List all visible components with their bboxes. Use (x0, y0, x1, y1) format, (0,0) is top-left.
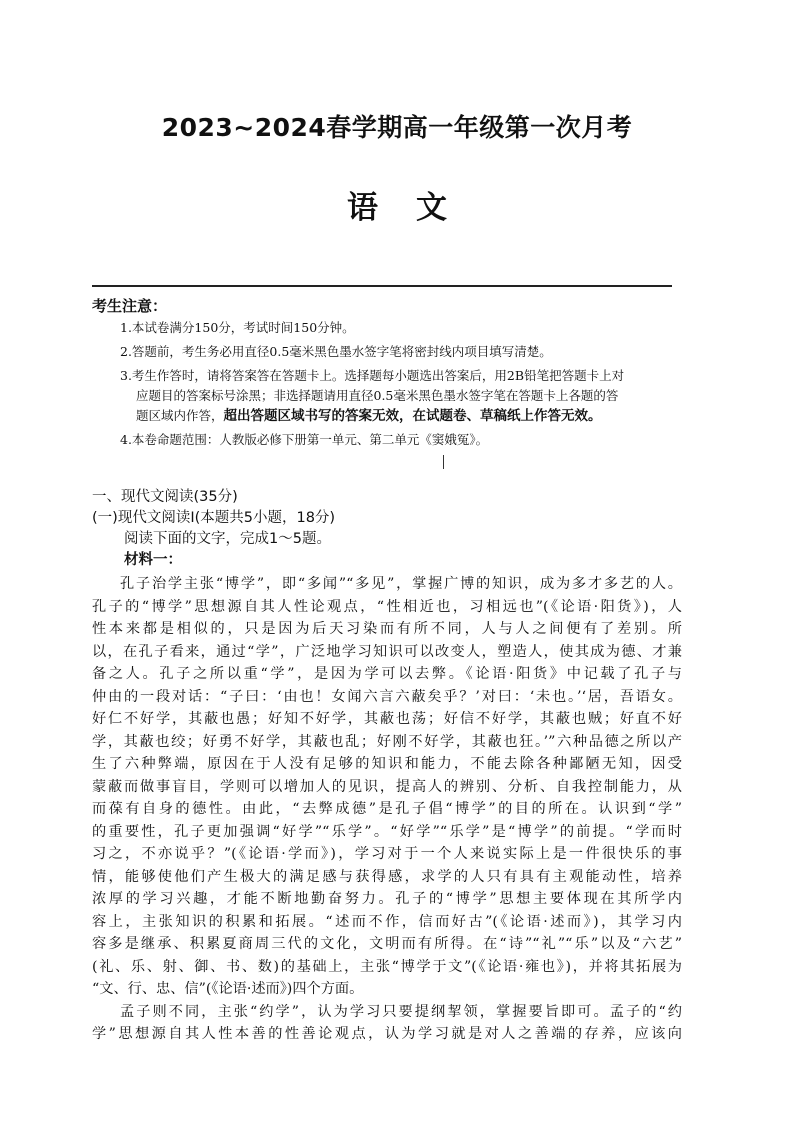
exam-title: 2023~2024春学期高一年级第一次月考 (161, 113, 633, 142)
material-label: 材料一： (124, 552, 182, 568)
text-line: 孟子则不同，主张“约学”，认为学习只要提纲挈领，掌握要旨即可。孟子的“约 (120, 1003, 682, 1020)
text-line: 仲由的一段对话：“子曰：‘由也！女闻六言六蔽矣乎？’对曰：‘未也。’‘居，吾语女。 (92, 688, 682, 705)
notice-item-4: 4.本卷命题范围：人教版必修下册第一单元、第二单元《窦娥冤》。 (120, 432, 489, 447)
text-line: 孔子的“博学”思想源自其人性论观点，“性相近也，习相远也”(《论语·阳货》)，人 (92, 598, 682, 615)
notice-item-2: 2.答题前，考生务必用直径0.5毫米黑色墨水签字笔将密封线内项目填写清楚。 (120, 344, 552, 359)
text-line: 而葆有自身的德性。由此，“去弊成德”是孔子倡“博学”的目的所在。认识到“学” (92, 801, 682, 817)
text-line: “文、行、忠、信”(《论语·述而》)四个方面。 (92, 981, 364, 997)
notice-item-3-line-2: 应题目的答案标号涂黑；非选择题请用直径0.5毫米黑色墨水签字笔在答题卡上各题的答 (136, 388, 619, 403)
stray-mark (443, 455, 444, 469)
text-line: 生了六种弊端，原因在于人没有足够的知识和能力，不能去除各种鄙陋无知，因受 (92, 756, 682, 772)
text-line: 学”思想源自其人性本善的性善论观点，认为学习就是对人之善端的存养，应该向 (92, 1026, 682, 1042)
notice-item-3-line-3-text: 题区域内作答， (136, 408, 224, 423)
text-line: 性本来都是相似的，只是因为后天习染而有所不同，人与人之间便有了差别。所 (92, 621, 682, 637)
notice-item-1: 1.本试卷满分150分，考试时间150分钟。 (120, 320, 355, 335)
notice-item-3-line-3 (120, 406, 680, 426)
header-divider (92, 285, 672, 287)
notice-heading: 考生注意： (92, 297, 168, 315)
notice-item-3-line-1: 3.考生作答时，请将答案答在答题卡上。选择题每小题选出答案后，用2B铅笔把答题卡上对 (120, 368, 625, 383)
subject-title: 语文 (347, 190, 485, 226)
text-line: 以，在孔子看来，通过“学”，广泛地学习知识可以改变人，塑造人，使其成为德、才兼 (92, 643, 682, 660)
subsection-heading: (一)现代文阅读Ⅰ(本题共5小题，18分) (92, 510, 336, 526)
text-line: (礼、乐、射、御、书、数)的基础上，主张“博学于文”(《论语·雍也》)，并将其拓展为 (92, 958, 682, 975)
text-line: 浓厚的学习兴趣，才能不断地勤奋努力。孔子的“博学”思想主要体现在其所学内 (92, 891, 682, 907)
text-line: 的重要性，孔子更加强调“好学”“乐学”。“好学”“乐学”是“博学”的前提。“学而时 (92, 823, 682, 840)
text-line: 好仁不好学，其蔽也愚；好知不好学，其蔽也荡；好信不好学，其蔽也贼；好直不好 (92, 711, 682, 727)
text-line: 孔子治学主张“博学”，即“多闻”“多见”，掌握广博的知识，成为多才多艺的人。 (120, 576, 682, 592)
reading-instruction: 阅读下面的文字，完成1～5题。 (124, 531, 331, 547)
text-line: 备之人。孔子之所以重“学”，是因为学可以去弊。《论语·阳货》中记载了孔子与 (92, 666, 682, 682)
text-line: 情，能够使他们产生极大的满足感与获得感，求学的人只有具有主观能动性，培养 (92, 868, 682, 885)
notice-list (120, 318, 680, 454)
text-line: 容上，主张知识的积累和拓展。“述而不作，信而好古”(《论语·述而》)，其学习内 (92, 913, 682, 930)
section-heading: 一、现代文阅读(35分) (92, 489, 238, 505)
material-text (92, 573, 682, 1046)
notice-item-3 (120, 366, 680, 426)
notice-item-3-emphasis: 超出答题区域书写的答案无效，在试题卷、草稿纸上作答无效。 (223, 408, 602, 424)
text-line: 习之，不亦说乎？”(《论语·学而》)，学习对于一个人来说实际上是一件很快乐的事 (92, 846, 682, 862)
text-line: 容多是继承、积累夏商周三代的文化，文明而有所得。在“诗”“礼”“乐”以及“六艺” (92, 936, 682, 952)
text-line: 学，其蔽也绞；好勇不好学，其蔽也乱；好刚不好学，其蔽也狂。’”六种品德之所以产 (92, 733, 682, 750)
text-line: 蒙蔽而做事盲目，学则可以增加人的见识，提高人的辨别、分析、自我控制能力，从 (92, 778, 682, 795)
